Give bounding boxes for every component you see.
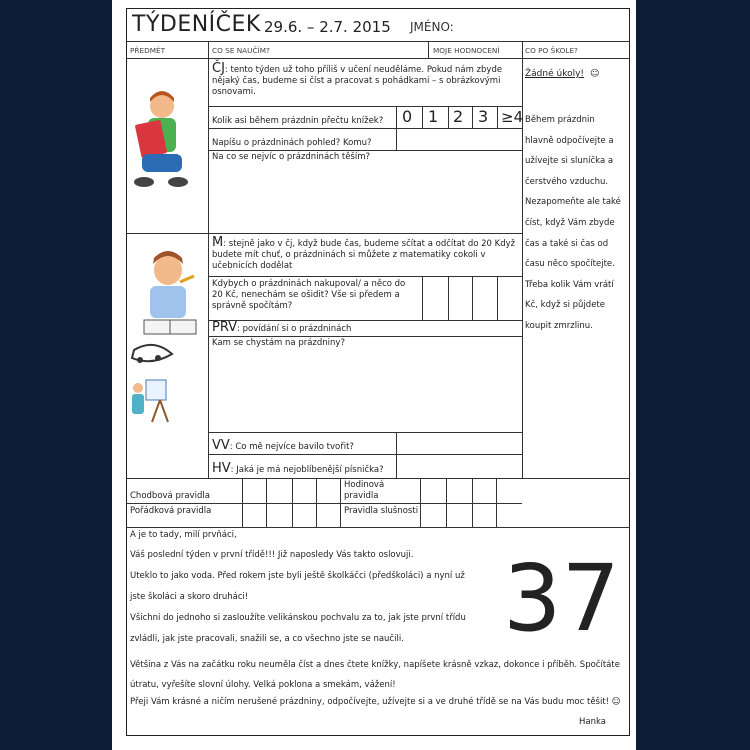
m-label: M xyxy=(212,235,224,250)
rule-lesson: Hodinová pravidla xyxy=(344,480,385,501)
prv-label: PRV xyxy=(212,320,238,335)
prv-intro: PRV: povídání si o prázdninách xyxy=(212,320,352,335)
rule-order: Pořádková pravidla xyxy=(130,506,212,516)
m-intro: M: stejně jako v čj, když bude čas, budeme sčítat a odčítat do 20 Když budete mít chuť, o prázdninách si můžete z matematiky cokoli v učebnicích dodělat xyxy=(212,235,516,271)
title: TÝDENÍČEK xyxy=(132,12,261,37)
hv-label: HV xyxy=(212,461,231,476)
cj-q-postcard: Napíšu o prázdninách pohled? Komu? xyxy=(212,138,372,148)
hv-intro: HV: Jaká je má nejoblíbenější písnička? xyxy=(212,461,384,476)
dates: 29.6. – 2.7. 2015 xyxy=(264,18,391,36)
rule-corridor: Chodbová pravidla xyxy=(130,491,210,501)
thinking-boy-illustration xyxy=(136,246,202,342)
cj-q-books: Kolik asi během prázdnin přečtu knížek? xyxy=(212,116,384,126)
reading-boy-illustration xyxy=(128,88,198,196)
signature: Hanka xyxy=(579,717,606,727)
music-painter-illustration xyxy=(128,336,188,428)
letter-line-4: jste školáci a skoro druháci! xyxy=(130,592,249,602)
cj-intro: ČJ: tento týden už toho příliš v učení neuděláme. Pokud nám zbyde nějaký čas, budeme si číst a pracovat s pohádkami – s obrázkovými osnovami. xyxy=(212,61,503,97)
prv-q-trip: Kam se chystám na prázdniny? xyxy=(212,338,345,348)
letter-line-8: Přeji Vám krásné a ničím nerušené prázdniny, odpočívejte, užívejte si a ve druhé třídě se na Vás budu moc těšit! ☺ xyxy=(130,697,621,707)
homework-smiley: ☺ xyxy=(590,69,600,79)
letter-line-6: zvládli, jak jste pracovali, snažili se, a co všechno jste se naučili. xyxy=(130,634,404,644)
name-label: JMÉNO: xyxy=(410,20,454,34)
week-number: 37 xyxy=(503,545,621,652)
option-2[interactable]: 2 xyxy=(453,107,464,126)
cj-label: ČJ xyxy=(212,61,225,76)
homework-text: Během prázdnin hlavně odpočívejte a užívejte si sluníčka a čerstvého vzduchu. Nezapomeňte ale také číst, když Vám zbyde čas a také si čas od času něco spočítejte. Třeba kolik Vám vrátí Kč, když si půjdete koupit zmrzlinu. xyxy=(525,115,621,331)
option-0[interactable]: 0 xyxy=(402,107,413,126)
letter-line-5: Všichni do jednoho si zasloužíte velikánskou pochvalu za to, jak jste první třídu xyxy=(130,613,466,623)
worksheet-page xyxy=(112,0,636,750)
vv-intro: VV: Co mě nejvíce bavilo tvořit? xyxy=(212,438,354,453)
homework-title: Žádné úkoly! xyxy=(525,69,585,79)
col-learn: CO SE NAUČÍM? xyxy=(212,46,270,55)
col-rating: MOJE HODNOCENÍ xyxy=(433,46,500,55)
letter-smiley: ☺ xyxy=(611,697,621,707)
option-1[interactable]: 1 xyxy=(428,107,439,126)
option-3[interactable]: 3 xyxy=(478,107,489,126)
cj-q-lookforward: Na co se nejvíc o prázdninách těším? xyxy=(212,152,371,162)
vv-label: VV xyxy=(212,438,230,453)
letter-line-2: Váš poslední týden v první třídě!!! Již naposledy Vás takto oslovuji. xyxy=(130,550,414,560)
m-q-shopping: Kdybych o prázdninách nakupoval/ a něco do 20 Kč, nenechám se ošidit? Vše si předem a správně spočítám? xyxy=(212,279,406,311)
col-homework: CO PO ŠKOLE? xyxy=(525,46,578,55)
letter-line-3: Uteklo to jako voda. Před rokem jste byli ještě školkáčci (předškoláci) a nyní už xyxy=(130,571,465,581)
col-subject: PŘEDMĚT xyxy=(130,46,166,55)
option-4plus[interactable]: ≥4 xyxy=(501,108,524,126)
letter-line-1: A je to tady, milí prvňáci, xyxy=(130,530,237,540)
rule-politeness: Pravidla slušnosti xyxy=(344,506,419,516)
letter-line-7: Většina z Vás na začátku roku neuměla číst a dnes čtete knížky, napíšete krásně vzkaz, dokonce i příběh. Spočítáte útratu, vyřešíte slovní úlohy. Velká poklona a smekám, vážení! xyxy=(130,660,620,690)
